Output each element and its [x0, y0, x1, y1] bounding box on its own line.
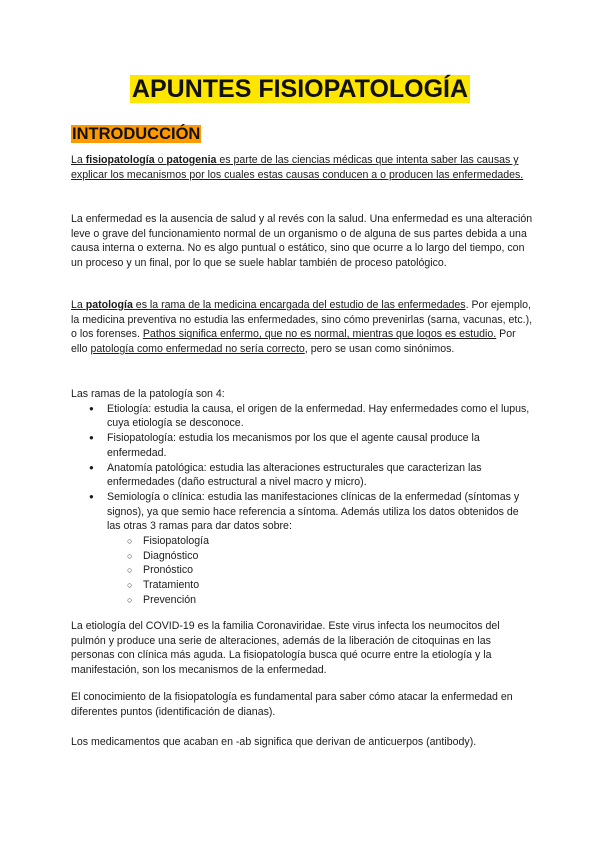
p1-part-c: o — [157, 154, 164, 166]
document-title-text: APUNTES FISIOPATOLOGÍA — [131, 75, 469, 103]
p1-part-e: es parte de las ciencias médicas que intenta saber las causas y explicar los mecanismos por los cuales estas causas conducen a o producen las enfermedades. — [71, 154, 524, 181]
p3-part-c: es la rama de la medicina encargada del estudio de las enfermedades — [135, 299, 466, 311]
p3-part-g: patología como enfermedad no sería correcto — [90, 343, 305, 356]
p1-part-a: La — [71, 154, 83, 166]
p3-part-h: , pero se usan como sinónimos. — [304, 343, 455, 356]
list-item: ● Anatomía patológica: estudia las alteraciones estructurales que caracterizan las enfermedades (daño estructural a nivel macro y micro). — [71, 461, 533, 490]
paragraph-covid: La etiología del COVID-19 es la familia Coronaviridae. Este virus infecta los neumocitos del pulmón y produce una serie de alteraciones, además de la liberación de citoquinas en las personas con clínica más aguda. La fisiopatología busca qué ocurre entre la etiología y la manifestación, son los mecanismos de la enfermedad. — [71, 620, 500, 677]
document-title — [0, 74, 600, 106]
semiologia-sublist — [107, 534, 533, 608]
p1-term-patogenia: patogenia — [166, 154, 217, 166]
section-heading — [71, 123, 201, 146]
paragraph-patologia — [71, 298, 533, 357]
paragraph-enfermedad: La enfermedad es la ausencia de salud y al revés con la salud. Una enfermedad es una alteración leve o grave del funcionamiento normal de un organismo o de alguna de sus partes debida a una causa interna o externa. No es algo puntual o estático, sino que ocurre a lo largo del tiempo, con un proceso y un final, por lo que se suele hablar también de proceso patológico. — [71, 213, 533, 270]
p3-part-e: Pathos significa enfermo, que no es normal, mientras que logos es estudio. — [142, 328, 497, 341]
p3-part-d: . Por ejemplo, la medicina preventiva no estudia las enfermedades, sino cómo prevenirlas (sarna, vacunas, etc.), o los forenses. — [71, 299, 533, 341]
section-heading-text: INTRODUCCIÓN — [72, 125, 201, 143]
paragraph-conocimiento: El conocimiento de la fisiopatología es fundamental para saber cómo atacar la enfermedad en diferentes puntos (identificación de dianas). — [71, 691, 513, 718]
branches-section — [71, 387, 533, 608]
list-item: ● Semiología o clínica: estudia las manifestaciones clínicas de la enfermedad (síntomas y signos), ya que semio hace referencia a síntoma. Además utiliza los datos obtenidos de las otras 3 ramas para dar datos sobre: ○ Fisiopatología ○ Diagnóstico ○ Pronóstico ○ Tratamiento ○ Prevención — [71, 490, 533, 608]
p3-term-patologia: patología — [85, 299, 133, 311]
p3-part-f: Por ello — [71, 328, 516, 356]
p1-term-fisiopatologia: fisiopatología — [85, 154, 155, 166]
list-item: ● Etiología: estudia la causa, el origen de la enfermedad. Hay enfermedades como el lupus, cuya etiología se desconoce. — [71, 402, 533, 431]
list-item: ○ Fisiopatología — [71, 534, 533, 549]
list-item: ○ Prevención — [71, 593, 533, 608]
list-item: ○ Tratamiento — [71, 578, 533, 593]
branches-list — [71, 402, 533, 608]
list-item: ● Fisiopatología: estudia los mecanismos por los que el agente causal produce la enfermedad. — [71, 431, 533, 460]
paragraph-definition — [71, 153, 533, 182]
paragraph-medicamentos: Los medicamentos que acaban en -ab significa que derivan de anticuerpos (antibody). — [71, 736, 477, 748]
p3-part-a: La — [71, 299, 83, 311]
list-item: ○ Diagnóstico — [71, 549, 533, 564]
list-item: ○ Pronóstico — [71, 563, 533, 578]
branches-intro: Las ramas de la patología son 4: — [71, 388, 225, 400]
